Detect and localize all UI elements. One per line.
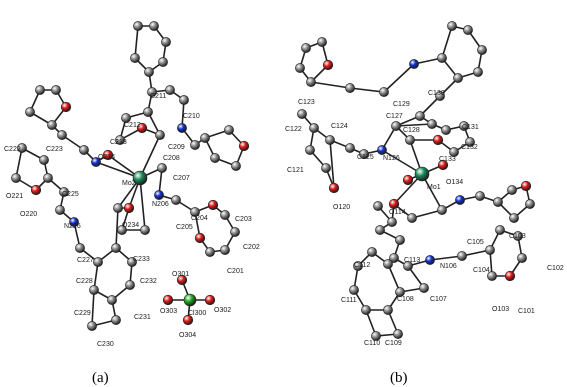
carbon-atom <box>447 21 456 30</box>
carbon-atom <box>325 135 334 144</box>
molybdenum-atom <box>415 167 429 181</box>
atom-label: O234 <box>122 222 140 229</box>
atom-label: C229 <box>74 310 91 317</box>
atom-label: C207 <box>173 175 190 182</box>
carbon-atom <box>437 205 446 214</box>
carbon-atom <box>305 145 314 154</box>
carbon-atom <box>144 67 153 76</box>
carbon-atom <box>224 125 233 134</box>
atom-label: Mo1 <box>427 184 441 191</box>
carbon-atom <box>427 119 436 128</box>
atom-label: C112 <box>354 262 371 269</box>
bond <box>442 26 452 58</box>
carbon-atom <box>220 245 229 254</box>
atom-label: C123 <box>298 99 315 106</box>
oxygen-atom <box>505 271 515 281</box>
carbon-atom <box>441 125 450 134</box>
atom-label: C211 <box>150 93 167 100</box>
atom-label: N106 <box>440 263 457 270</box>
atom-label: C104 <box>473 267 490 274</box>
carbon-atom <box>453 73 462 82</box>
carbon-atom <box>317 37 326 46</box>
panel-caption-a: (a) <box>92 370 109 386</box>
nitrogen-atom <box>409 59 418 68</box>
carbon-atom <box>39 155 48 164</box>
carbon-atom <box>475 191 484 200</box>
carbon-atom <box>171 195 180 204</box>
carbon-atom <box>345 83 354 92</box>
atom-label: C121 <box>287 167 304 174</box>
chlorine-atom <box>184 294 196 306</box>
carbon-atom <box>517 253 526 262</box>
nitrogen-atom <box>455 195 464 204</box>
atom-label: C129 <box>393 101 410 108</box>
carbon-atom <box>158 57 167 66</box>
atom-label: C113 <box>404 257 421 264</box>
carbon-atom <box>321 163 330 172</box>
carbon-atom <box>200 133 209 142</box>
carbon-atom <box>107 295 116 304</box>
carbon-atom <box>89 285 98 294</box>
carbon-atom <box>113 203 122 212</box>
atom-label: O302 <box>214 307 232 314</box>
atom-label: C227 <box>77 257 94 264</box>
atom-label: C205 <box>176 224 193 231</box>
oxygen-atom <box>433 135 443 145</box>
carbon-atom <box>75 243 84 252</box>
carbon-atom <box>25 107 34 116</box>
carbon-atom <box>495 225 504 234</box>
oxygen-atom <box>329 183 339 193</box>
carbon-atom <box>210 153 219 162</box>
oxygen-atom <box>208 200 218 210</box>
bond <box>384 64 414 92</box>
carbon-atom <box>485 245 494 254</box>
bond <box>311 82 350 88</box>
atom-label: C225 <box>62 191 79 198</box>
nitrogen-atom <box>154 190 163 199</box>
oxygen-atom <box>163 295 173 305</box>
atom-label: C208 <box>163 155 180 162</box>
carbon-atom <box>493 197 502 206</box>
atom-label: C107 <box>430 296 447 303</box>
atom-label: C105 <box>467 239 484 246</box>
nitrogen-atom <box>425 255 434 264</box>
atom-label: C124 <box>331 123 348 130</box>
atom-label: N126 <box>383 155 400 162</box>
carbon-atom <box>419 283 428 292</box>
carbon-atom <box>473 67 482 76</box>
carbon-atom <box>379 87 388 96</box>
atom-label: C228 <box>76 278 93 285</box>
atom-label: N206 <box>152 201 169 208</box>
carbon-atom <box>367 247 376 256</box>
oxygen-atom <box>239 141 249 151</box>
atom-label: C201 <box>227 268 244 275</box>
atom-label: C230 <box>97 341 114 348</box>
carbon-atom <box>477 45 486 54</box>
oxygen-atom <box>31 185 41 195</box>
carbon-atom <box>11 173 20 182</box>
carbon-atom <box>47 120 56 129</box>
bond <box>350 88 384 92</box>
carbon-atom <box>407 213 416 222</box>
atom-label: C203 <box>235 216 252 223</box>
panel-caption-b: (b) <box>390 370 408 386</box>
bond <box>140 178 145 230</box>
oxygen-atom <box>61 102 71 112</box>
oxygen-atom <box>521 181 531 191</box>
atom-label: N226 <box>64 223 81 230</box>
carbon-atom <box>383 259 392 268</box>
carbon-atom <box>35 85 44 94</box>
carbon-atom <box>51 85 60 94</box>
carbon-atom <box>349 285 358 294</box>
carbon-atom <box>415 111 424 120</box>
atom-label: C222 <box>4 146 21 153</box>
carbon-atom <box>306 77 315 86</box>
atom-label: C111 <box>341 297 357 304</box>
oxygen-atom <box>389 199 399 209</box>
carbon-atom <box>405 135 414 144</box>
carbon-atom <box>133 21 142 30</box>
carbon-atom <box>190 140 199 149</box>
carbon-atom <box>93 257 102 266</box>
atom-label: C132 <box>461 144 478 151</box>
carbon-atom <box>395 235 404 244</box>
atom-label: C210 <box>183 113 200 120</box>
atom-label: O303 <box>160 308 178 315</box>
carbon-atom <box>375 225 384 234</box>
carbon-atom <box>463 25 472 34</box>
carbon-atom <box>143 107 152 116</box>
carbon-atom <box>393 329 402 338</box>
atom-label: C131 <box>462 124 479 131</box>
carbon-atom <box>230 227 239 236</box>
oxygen-atom <box>205 295 215 305</box>
carbon-atom <box>149 21 158 30</box>
carbon-atom <box>301 43 310 52</box>
carbon-atom <box>507 185 516 194</box>
carbon-atom <box>161 37 170 46</box>
atom-label: O220 <box>20 211 38 218</box>
atom-label: C128 <box>403 127 420 134</box>
carbon-atom <box>295 63 304 72</box>
atom-label: C204 <box>191 215 208 222</box>
carbon-atom <box>383 305 392 314</box>
atom-label: C101 <box>518 308 535 315</box>
atom-label: C133 <box>439 156 456 163</box>
oxygen-atom <box>323 60 333 70</box>
carbon-atom <box>205 247 214 256</box>
atom-label: O103 <box>492 306 510 313</box>
atom-label: C122 <box>285 126 302 133</box>
atom-label: O301 <box>172 271 190 278</box>
carbon-atom <box>309 123 318 132</box>
atom-label: C103 <box>509 233 526 240</box>
atom-label: C212 <box>124 122 141 129</box>
atom-label: C202 <box>243 244 260 251</box>
carbon-atom <box>391 121 400 130</box>
atom-label: C232 <box>140 278 157 285</box>
bond <box>92 290 94 326</box>
carbon-atom <box>525 199 534 208</box>
carbon-atom <box>157 163 166 172</box>
atom-label: C130 <box>428 90 445 97</box>
atom-label: O214 <box>98 154 116 161</box>
atom-label: C102 <box>547 265 564 272</box>
carbon-atom <box>387 217 396 226</box>
carbon-atom <box>111 315 120 324</box>
carbon-atom <box>345 143 354 152</box>
oxygen-atom <box>403 175 413 185</box>
carbon-atom <box>55 205 64 214</box>
nitrogen-atom <box>377 145 386 154</box>
carbon-atom <box>437 53 446 62</box>
carbon-atom <box>457 251 466 260</box>
carbon-atom <box>125 280 134 289</box>
carbon-atom <box>509 213 518 222</box>
carbon-atom <box>79 145 88 154</box>
carbon-atom <box>361 305 370 314</box>
atom-label: O120 <box>333 204 351 211</box>
atom-label: C209 <box>168 144 185 151</box>
carbon-atom <box>140 225 149 234</box>
carbon-atom <box>220 210 229 219</box>
carbon-atom <box>87 321 96 330</box>
atom-label: O114 <box>389 209 406 216</box>
carbon-atom <box>179 95 188 104</box>
atom-label: C110 <box>364 340 381 347</box>
carbon-atom <box>130 53 139 62</box>
nitrogen-atom <box>177 123 186 132</box>
carbon-atom <box>57 130 66 139</box>
atom-label: Mo2 <box>122 180 136 187</box>
atom-label: C213 <box>110 139 127 146</box>
atom-label: O221 <box>6 193 24 200</box>
atom-label: C108 <box>397 296 414 303</box>
atom-label: C223 <box>46 146 63 153</box>
atom-label: C109 <box>385 340 402 347</box>
carbon-atom <box>297 109 306 118</box>
labels-layer <box>4 90 564 386</box>
oxygen-atom <box>195 233 205 243</box>
atom-label: C231 <box>134 314 151 321</box>
carbon-atom <box>111 243 120 252</box>
carbon-atom <box>43 173 52 182</box>
atom-label: Cl300 <box>188 310 207 317</box>
carbon-atom <box>231 161 240 170</box>
carbon-atom <box>373 201 382 210</box>
carbon-atom <box>165 85 174 94</box>
atom-label: O134 <box>446 179 464 186</box>
atom-label: O304 <box>179 332 197 339</box>
carbon-atom <box>155 130 164 139</box>
atom-label: C125 <box>357 154 374 161</box>
atom-label: C233 <box>133 256 150 263</box>
oxygen-atom <box>124 203 134 213</box>
atom-label: C127 <box>386 113 403 120</box>
